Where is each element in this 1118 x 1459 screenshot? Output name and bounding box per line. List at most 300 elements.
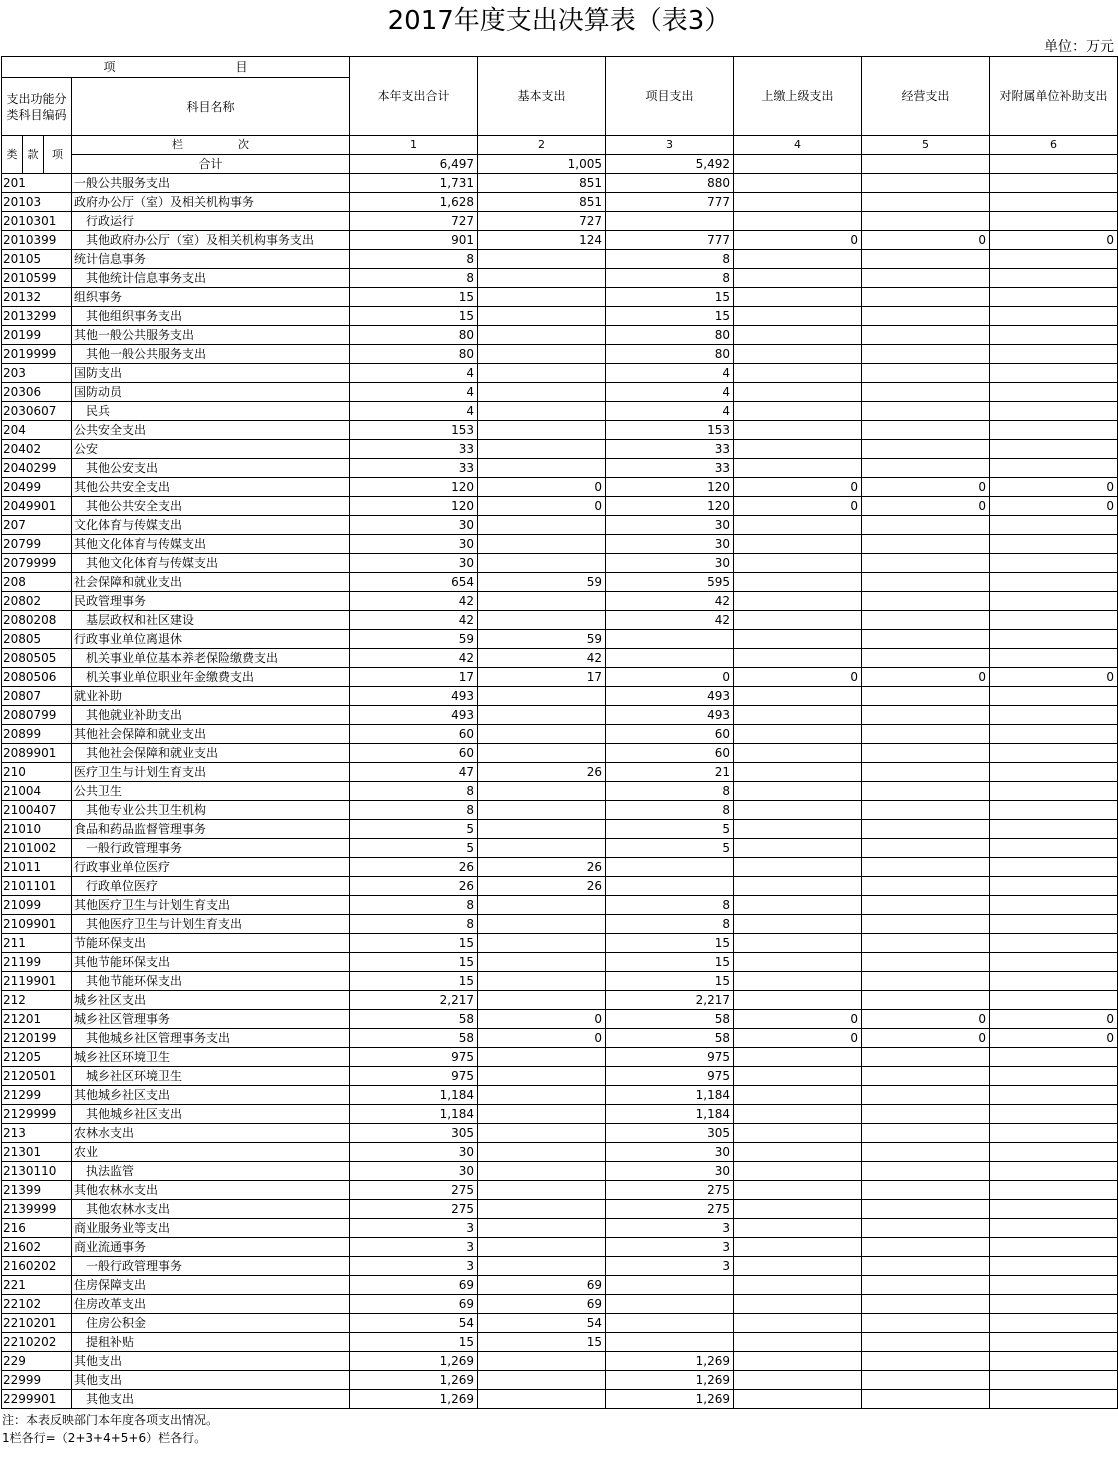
- col-number-6: 6: [990, 136, 1118, 155]
- row-code: 20103: [2, 193, 72, 212]
- row-code: 21299: [2, 1086, 72, 1105]
- row-value-4: [734, 858, 862, 877]
- row-value-6: [990, 763, 1118, 782]
- row-value-1: 58: [350, 1029, 478, 1048]
- row-value-5: 0: [862, 497, 990, 516]
- row-value-2: 26: [478, 877, 606, 896]
- row-value-5: [862, 1048, 990, 1067]
- row-value-5: [862, 1162, 990, 1181]
- row-name: 住房改革支出: [72, 1295, 350, 1314]
- row-value-6: [990, 421, 1118, 440]
- row-value-3: [606, 858, 734, 877]
- row-value-6: [990, 934, 1118, 953]
- row-value-6: [990, 307, 1118, 326]
- row-value-4: [734, 1276, 862, 1295]
- table-row: [2, 1086, 1118, 1105]
- row-value-4: [734, 649, 862, 668]
- row-value-4: [734, 687, 862, 706]
- row-value-3: 493: [606, 687, 734, 706]
- row-code: 2019999: [2, 345, 72, 364]
- row-value-4: [734, 991, 862, 1010]
- row-name: 民政管理事务: [72, 592, 350, 611]
- col-number-5: 5: [862, 136, 990, 155]
- row-value-4: [734, 1181, 862, 1200]
- table-row: [2, 573, 1118, 592]
- row-value-5: [862, 345, 990, 364]
- row-value-4: [734, 706, 862, 725]
- row-value-1: 15: [350, 307, 478, 326]
- row-value-4: [734, 212, 862, 231]
- row-value-2: 69: [478, 1276, 606, 1295]
- row-value-1: 15: [350, 934, 478, 953]
- row-value-2: [478, 839, 606, 858]
- row-value-1: 47: [350, 763, 478, 782]
- row-value-5: [862, 877, 990, 896]
- row-value-5: [862, 1105, 990, 1124]
- row-value-3: 4: [606, 402, 734, 421]
- row-value-3: 1,184: [606, 1086, 734, 1105]
- row-value-1: 30: [350, 516, 478, 535]
- row-value-6: [990, 288, 1118, 307]
- row-value-3: [606, 877, 734, 896]
- table-row: [2, 1200, 1118, 1219]
- row-value-1: 4: [350, 402, 478, 421]
- row-value-2: 26: [478, 858, 606, 877]
- row-code: 20499: [2, 478, 72, 497]
- row-value-6: [990, 896, 1118, 915]
- table-row: [2, 801, 1118, 820]
- table-row: [2, 1238, 1118, 1257]
- row-value-5: [862, 212, 990, 231]
- row-name: 其他支出: [72, 1352, 350, 1371]
- row-value-5: [862, 326, 990, 345]
- row-value-1: 3: [350, 1238, 478, 1257]
- row-value-5: [862, 364, 990, 383]
- table-row: [2, 1010, 1118, 1029]
- row-value-4: [734, 1086, 862, 1105]
- row-value-1: 120: [350, 497, 478, 516]
- row-code: 2030607: [2, 402, 72, 421]
- table-row: [2, 1219, 1118, 1238]
- row-value-4: [734, 839, 862, 858]
- row-value-1: 1,269: [350, 1390, 478, 1409]
- row-name: 机关事业单位基本养老保险缴费支出: [72, 649, 350, 668]
- row-value-5: [862, 1314, 990, 1333]
- row-value-4: [734, 1143, 862, 1162]
- row-value-3: [606, 1333, 734, 1352]
- row-value-3: 80: [606, 326, 734, 345]
- row-value-2: [478, 896, 606, 915]
- row-name: 基层政权和社区建设: [72, 611, 350, 630]
- row-value-2: [478, 611, 606, 630]
- row-value-1: 901: [350, 231, 478, 250]
- row-value-1: 4: [350, 364, 478, 383]
- row-value-2: 851: [478, 174, 606, 193]
- row-value-3: 42: [606, 592, 734, 611]
- row-name: 其他社会保障和就业支出: [72, 725, 350, 744]
- row-value-1: 975: [350, 1067, 478, 1086]
- row-value-2: 59: [478, 573, 606, 592]
- row-value-4: [734, 250, 862, 269]
- row-value-6: [990, 193, 1118, 212]
- row-value-6: [990, 326, 1118, 345]
- row-name: 农林水支出: [72, 1124, 350, 1143]
- row-code: 2130110: [2, 1162, 72, 1181]
- row-value-1: 60: [350, 744, 478, 763]
- row-value-3: 153: [606, 421, 734, 440]
- row-code: 20199: [2, 326, 72, 345]
- row-name: 城乡社区支出: [72, 991, 350, 1010]
- row-value-4: 0: [734, 478, 862, 497]
- row-name: 其他支出: [72, 1390, 350, 1409]
- row-code: 2129999: [2, 1105, 72, 1124]
- row-code: 22999: [2, 1371, 72, 1390]
- row-value-5: [862, 1219, 990, 1238]
- row-value-3: [606, 212, 734, 231]
- row-value-6: [990, 516, 1118, 535]
- row-value-4: [734, 1200, 862, 1219]
- table-row: [2, 1162, 1118, 1181]
- row-value-4: [734, 402, 862, 421]
- row-value-6: [990, 573, 1118, 592]
- row-value-2: [478, 440, 606, 459]
- row-value-5: [862, 1086, 990, 1105]
- row-value-6: [990, 801, 1118, 820]
- row-name: 节能环保支出: [72, 934, 350, 953]
- row-name: 商业服务业等支出: [72, 1219, 350, 1238]
- row-name: 食品和药品监督管理事务: [72, 820, 350, 839]
- col-header-5: 经营支出: [862, 57, 990, 136]
- row-value-1: 17: [350, 668, 478, 687]
- row-value-1: 1,269: [350, 1352, 478, 1371]
- row-value-3: 30: [606, 554, 734, 573]
- note-line-1: 注：本表反映部门本年度各项支出情况。: [2, 1413, 219, 1427]
- row-code: 2160202: [2, 1257, 72, 1276]
- row-value-5: [862, 421, 990, 440]
- table-row: [2, 687, 1118, 706]
- total-value-2: 1,005: [478, 155, 606, 174]
- row-value-3: 777: [606, 193, 734, 212]
- row-code: 213: [2, 1124, 72, 1143]
- row-value-4: [734, 630, 862, 649]
- row-value-6: [990, 459, 1118, 478]
- row-value-6: [990, 820, 1118, 839]
- row-value-4: [734, 1105, 862, 1124]
- row-value-3: 4: [606, 364, 734, 383]
- row-value-2: [478, 1181, 606, 1200]
- table-row: [2, 877, 1118, 896]
- col-number-2: 2: [478, 136, 606, 155]
- row-code: 21010: [2, 820, 72, 839]
- row-value-2: 54: [478, 1314, 606, 1333]
- row-value-3: 8: [606, 915, 734, 934]
- row-value-4: [734, 1352, 862, 1371]
- row-value-6: [990, 592, 1118, 611]
- row-code: 2049901: [2, 497, 72, 516]
- total-value-3: 5,492: [606, 155, 734, 174]
- table-row: [2, 1257, 1118, 1276]
- item-header: 项 目: [2, 57, 350, 78]
- row-value-4: [734, 896, 862, 915]
- row-name: 提租补贴: [72, 1333, 350, 1352]
- row-value-6: [990, 1238, 1118, 1257]
- table-row: [2, 516, 1118, 535]
- row-name: 其他节能环保支出: [72, 953, 350, 972]
- table-row: [2, 497, 1118, 516]
- row-value-5: [862, 1333, 990, 1352]
- row-value-4: [734, 288, 862, 307]
- row-name: 统计信息事务: [72, 250, 350, 269]
- row-value-4: [734, 725, 862, 744]
- row-value-3: 58: [606, 1029, 734, 1048]
- row-value-4: [734, 1219, 862, 1238]
- row-value-2: [478, 934, 606, 953]
- row-code: 2109901: [2, 915, 72, 934]
- row-value-3: 60: [606, 744, 734, 763]
- row-value-4: 0: [734, 497, 862, 516]
- row-value-6: [990, 1257, 1118, 1276]
- row-value-2: [478, 383, 606, 402]
- row-value-6: 0: [990, 231, 1118, 250]
- row-value-6: [990, 1219, 1118, 1238]
- row-value-4: [734, 269, 862, 288]
- row-value-2: 0: [478, 478, 606, 497]
- row-value-5: [862, 972, 990, 991]
- row-code: 2210201: [2, 1314, 72, 1333]
- row-code: 201: [2, 174, 72, 193]
- row-code: 2010399: [2, 231, 72, 250]
- row-value-3: 8: [606, 801, 734, 820]
- row-code: 2100407: [2, 801, 72, 820]
- col-header-1: 本年支出合计: [350, 57, 478, 136]
- row-value-4: [734, 877, 862, 896]
- row-value-1: 30: [350, 1162, 478, 1181]
- row-value-3: 42: [606, 611, 734, 630]
- row-value-3: 1,269: [606, 1390, 734, 1409]
- row-value-1: 33: [350, 440, 478, 459]
- row-value-4: [734, 1295, 862, 1314]
- row-value-1: 59: [350, 630, 478, 649]
- table-row: [2, 421, 1118, 440]
- row-code: 2079999: [2, 554, 72, 573]
- row-value-4: [734, 174, 862, 193]
- row-value-6: [990, 611, 1118, 630]
- row-value-2: [478, 953, 606, 972]
- row-value-1: 69: [350, 1276, 478, 1295]
- row-value-4: 0: [734, 231, 862, 250]
- row-name: 其他农林水支出: [72, 1200, 350, 1219]
- row-value-3: 975: [606, 1067, 734, 1086]
- row-name: 公共卫生: [72, 782, 350, 801]
- row-value-2: [478, 421, 606, 440]
- row-name: 城乡社区管理事务: [72, 1010, 350, 1029]
- row-value-3: 3: [606, 1257, 734, 1276]
- row-name: 医疗卫生与计划生育支出: [72, 763, 350, 782]
- row-value-3: 0: [606, 668, 734, 687]
- row-value-2: [478, 820, 606, 839]
- row-name: 一般行政管理事务: [72, 1257, 350, 1276]
- row-value-5: [862, 440, 990, 459]
- table-row: [2, 174, 1118, 193]
- row-value-4: 0: [734, 1010, 862, 1029]
- row-name: 机关事业单位职业年金缴费支出: [72, 668, 350, 687]
- row-value-3: 30: [606, 535, 734, 554]
- row-code: 2299901: [2, 1390, 72, 1409]
- row-value-3: 8: [606, 782, 734, 801]
- row-value-1: 4: [350, 383, 478, 402]
- row-value-5: [862, 934, 990, 953]
- row-value-3: [606, 649, 734, 668]
- row-value-4: [734, 1162, 862, 1181]
- row-name: 社会保障和就业支出: [72, 573, 350, 592]
- table-row: [2, 668, 1118, 687]
- row-value-1: 30: [350, 535, 478, 554]
- row-value-5: 0: [862, 1029, 990, 1048]
- row-value-6: [990, 1390, 1118, 1409]
- row-value-3: 30: [606, 1143, 734, 1162]
- row-name: 公安: [72, 440, 350, 459]
- row-code: 20805: [2, 630, 72, 649]
- row-name: 民兵: [72, 402, 350, 421]
- total-value-6: [990, 155, 1118, 174]
- row-value-1: 1,269: [350, 1371, 478, 1390]
- row-code: 2119901: [2, 972, 72, 991]
- row-value-2: [478, 250, 606, 269]
- row-value-1: 30: [350, 1143, 478, 1162]
- row-value-1: 8: [350, 896, 478, 915]
- row-value-5: [862, 839, 990, 858]
- row-value-2: [478, 1048, 606, 1067]
- row-value-5: [862, 611, 990, 630]
- row-value-4: [734, 1067, 862, 1086]
- row-value-6: [990, 953, 1118, 972]
- table-row: [2, 1333, 1118, 1352]
- row-code: 20105: [2, 250, 72, 269]
- row-value-1: 15: [350, 288, 478, 307]
- row-value-3: 33: [606, 459, 734, 478]
- row-name: 其他城乡社区支出: [72, 1105, 350, 1124]
- row-value-5: [862, 535, 990, 554]
- row-value-1: 275: [350, 1181, 478, 1200]
- row-value-6: 0: [990, 1029, 1118, 1048]
- code-group-header: 支出功能分类科目编码: [2, 78, 72, 136]
- row-value-2: 727: [478, 212, 606, 231]
- row-value-1: 305: [350, 1124, 478, 1143]
- row-value-4: [734, 554, 862, 573]
- row-value-5: [862, 193, 990, 212]
- row-code: 2089901: [2, 744, 72, 763]
- kuan-header: 款: [23, 136, 44, 174]
- row-value-1: 654: [350, 573, 478, 592]
- row-value-5: [862, 573, 990, 592]
- row-value-4: [734, 1124, 862, 1143]
- total-label: 合计: [72, 155, 350, 174]
- row-value-5: [862, 1238, 990, 1257]
- table-row: [2, 1105, 1118, 1124]
- table-row: [2, 1295, 1118, 1314]
- row-value-4: 0: [734, 1029, 862, 1048]
- row-value-6: [990, 1371, 1118, 1390]
- row-code: 2139999: [2, 1200, 72, 1219]
- row-value-3: 595: [606, 573, 734, 592]
- row-value-2: [478, 1143, 606, 1162]
- row-value-1: 153: [350, 421, 478, 440]
- row-value-5: [862, 782, 990, 801]
- row-value-2: 59: [478, 630, 606, 649]
- row-value-1: 1,731: [350, 174, 478, 193]
- row-value-2: [478, 1390, 606, 1409]
- row-code: 216: [2, 1219, 72, 1238]
- row-value-6: [990, 1200, 1118, 1219]
- table-row: [2, 1048, 1118, 1067]
- row-value-6: 0: [990, 668, 1118, 687]
- table-row: [2, 402, 1118, 421]
- row-value-3: [606, 1295, 734, 1314]
- row-value-5: [862, 991, 990, 1010]
- row-value-5: [862, 915, 990, 934]
- row-value-2: [478, 915, 606, 934]
- row-value-5: [862, 706, 990, 725]
- row-value-2: 17: [478, 668, 606, 687]
- row-value-6: [990, 1124, 1118, 1143]
- row-value-6: [990, 915, 1118, 934]
- row-value-5: [862, 288, 990, 307]
- row-value-4: 0: [734, 668, 862, 687]
- row-value-1: 493: [350, 687, 478, 706]
- row-code: 21399: [2, 1181, 72, 1200]
- row-name: 城乡社区环境卫生: [72, 1048, 350, 1067]
- row-code: 21201: [2, 1010, 72, 1029]
- row-value-2: 0: [478, 1010, 606, 1029]
- row-code: 204: [2, 421, 72, 440]
- row-value-2: 26: [478, 763, 606, 782]
- row-value-6: [990, 345, 1118, 364]
- row-value-2: [478, 554, 606, 573]
- table-row: [2, 1143, 1118, 1162]
- row-value-4: [734, 193, 862, 212]
- row-value-5: [862, 896, 990, 915]
- row-value-5: [862, 383, 990, 402]
- table-row: [2, 1314, 1118, 1333]
- row-value-4: [734, 915, 862, 934]
- table-row: [2, 991, 1118, 1010]
- row-value-6: [990, 1067, 1118, 1086]
- row-value-6: [990, 1295, 1118, 1314]
- row-value-4: [734, 459, 862, 478]
- row-name: 国防支出: [72, 364, 350, 383]
- row-code: 2010599: [2, 269, 72, 288]
- row-value-2: 42: [478, 649, 606, 668]
- row-name: 其他公安支出: [72, 459, 350, 478]
- table-row: [2, 269, 1118, 288]
- row-name: 城乡社区环境卫生: [72, 1067, 350, 1086]
- row-value-4: [734, 801, 862, 820]
- row-value-2: [478, 687, 606, 706]
- row-value-1: 3: [350, 1219, 478, 1238]
- row-value-2: [478, 972, 606, 991]
- table-row: [2, 1029, 1118, 1048]
- row-value-1: 8: [350, 915, 478, 934]
- row-value-6: [990, 877, 1118, 896]
- row-value-6: [990, 1162, 1118, 1181]
- row-value-5: 0: [862, 668, 990, 687]
- row-value-3: 30: [606, 1162, 734, 1181]
- table-row: [2, 554, 1118, 573]
- row-name: 文化体育与传媒支出: [72, 516, 350, 535]
- row-value-2: 851: [478, 193, 606, 212]
- table-row: [2, 307, 1118, 326]
- row-value-6: [990, 744, 1118, 763]
